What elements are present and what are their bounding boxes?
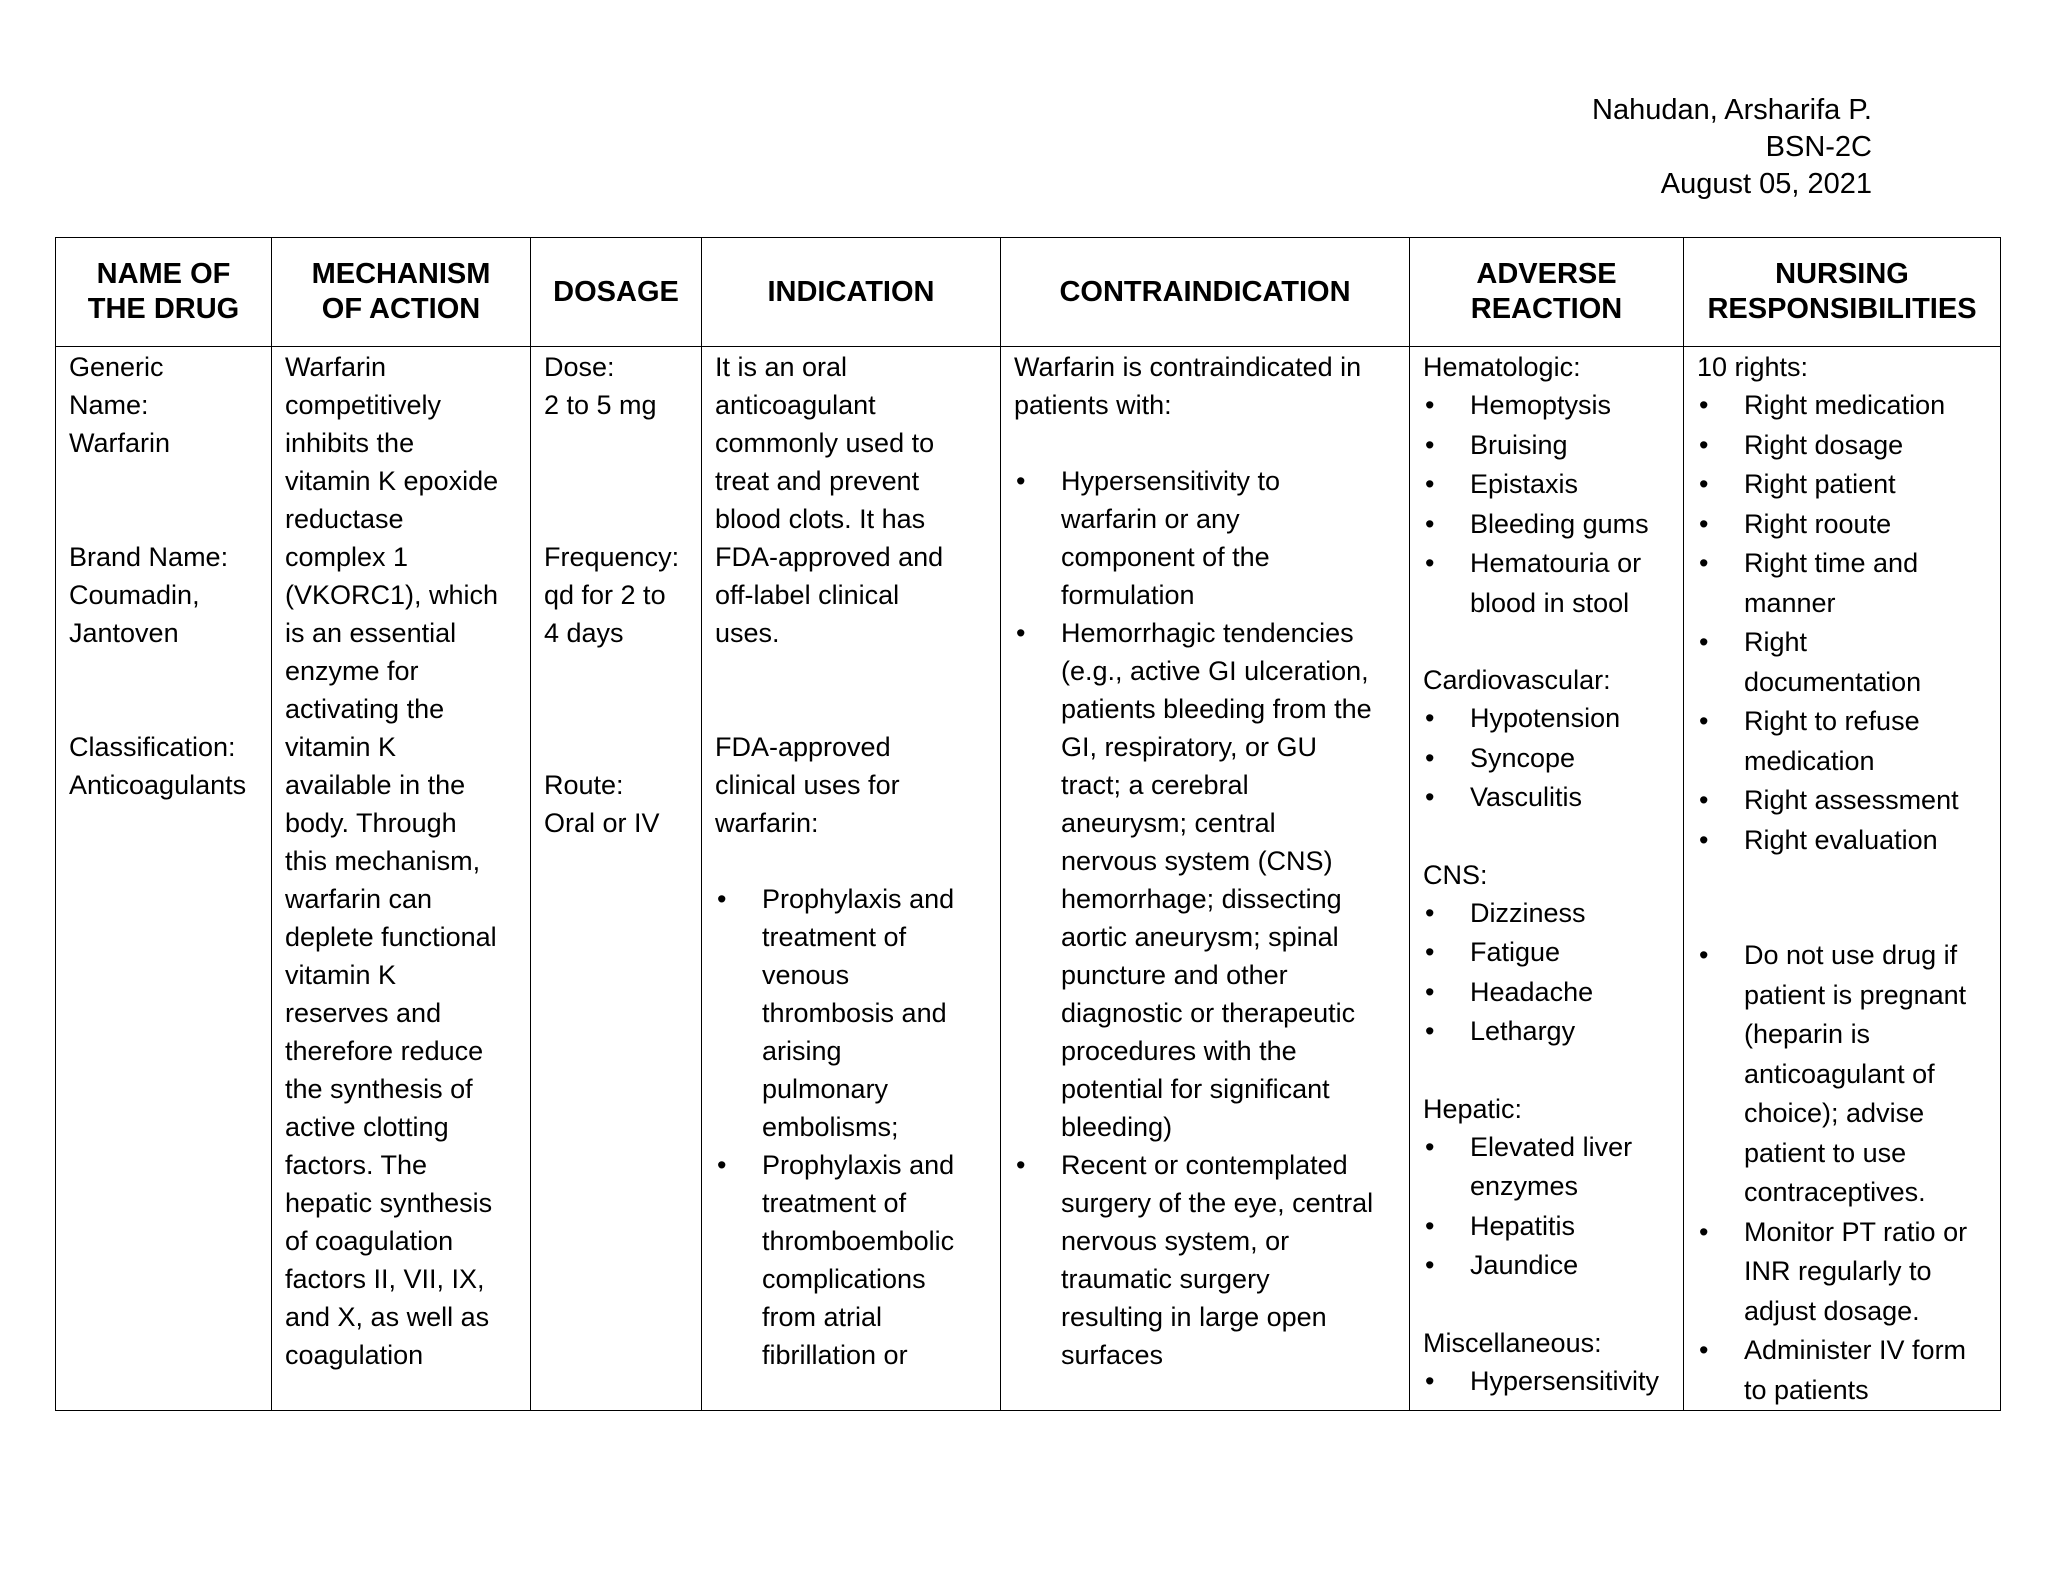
adverse-misc-list [1423, 1362, 1673, 1402]
contraindication-list [1014, 462, 1399, 1374]
list-item: • Hemoptysis [1423, 386, 1673, 426]
list-item: • Hepatitis [1423, 1207, 1673, 1247]
list-item: • Fatigue [1423, 933, 1673, 973]
indication-intro: It is an oral anticoagulant commonly used to treat and prevent blood clots. It has FDA-approved and off-label clinical uses. [715, 352, 944, 648]
indication-uses-list [715, 880, 990, 1374]
header-dosage: DOSAGE [531, 238, 702, 347]
adverse-cns-list [1423, 894, 1673, 1052]
classification: Classification: Anticoagulants [69, 732, 247, 800]
cell-adverse-reaction [1410, 347, 1684, 1411]
adverse-hepatic-list [1423, 1128, 1673, 1286]
adverse-cns-heading: CNS: [1423, 859, 1488, 890]
list-item: • Right evaluation [1697, 821, 1990, 861]
generic-name: Generic Name: Warfarin [69, 352, 171, 458]
header-contraindication: CONTRAINDICATION [1001, 238, 1410, 347]
drug-study-table [55, 237, 2001, 1411]
cell-contraindication [1001, 347, 1410, 1411]
list-item: • Hematouria or blood in stool [1423, 544, 1673, 623]
list-item: • Prophylaxis and treatment of thromboembolic complications from atrial fibrillation or [715, 1146, 990, 1374]
dosage-dose: Dose: 2 to 5 mg [544, 352, 657, 420]
nursing-rights-list [1697, 386, 1990, 860]
list-item: • Headache [1423, 973, 1673, 1013]
list-item: • Right to refuse medication [1697, 702, 1990, 781]
list-item: • Bleeding gums [1423, 505, 1673, 545]
list-item: • Do not use drug if patient is pregnant (heparin is anticoagulant of choice); advise patient to use contraceptives. [1697, 936, 1990, 1213]
list-item: • Lethargy [1423, 1012, 1673, 1052]
student-section: BSN-2C [1765, 131, 1872, 163]
list-item: • Right time and manner [1697, 544, 1990, 623]
cell-indication [702, 347, 1001, 1411]
nursing-other-list [1697, 936, 1990, 1410]
header-drug-name: NAME OF THE DRUG [56, 238, 272, 347]
document-date: August 05, 2021 [1660, 168, 1872, 200]
cell-mechanism [272, 347, 531, 1411]
cell-drug-name [56, 347, 272, 1411]
list-item: • Administer IV form to patients [1697, 1331, 1990, 1410]
list-item: • Vasculitis [1423, 778, 1673, 818]
list-item: • Epistaxis [1423, 465, 1673, 505]
mechanism-text: Warfarin competitively inhibits the vitamin K epoxide reductase complex 1 (VKORC1), which is an essential enzyme for activating the vitamin K available in the body. Through this mechanism, warfarin can deplete functional vitamin K reserves and therefore reduce the synthesis of active clotting factors. The hepatic synthesis of coagulation factors II, VII, IX, and X, as well as coagulation [285, 352, 499, 1370]
list-item: • Right rooute [1697, 505, 1990, 545]
list-item: • Hemorrhagic tendencies (e.g., active GI ulceration, patients bleeding from the GI, respiratory, or GU tract; a cerebral aneurysm; central nervous system (CNS) hemorrhage; dissecting aortic aneurysm; spinal puncture and other diagnostic or therapeutic procedures with the potential for significant bleeding) [1014, 614, 1399, 1146]
list-item: • Bruising [1423, 426, 1673, 466]
table-header-row [56, 238, 2001, 347]
table-row [56, 347, 2001, 1411]
cell-dosage [531, 347, 702, 1411]
adverse-hematologic-heading: Hematologic: [1423, 352, 1581, 382]
list-item: • Right documentation [1697, 623, 1990, 702]
list-item: • Right assessment [1697, 781, 1990, 821]
dosage-route: Route: Oral or IV [544, 770, 660, 838]
adverse-hepatic-heading: Hepatic: [1423, 1093, 1523, 1124]
list-item: • Prophylaxis and treatment of venous thrombosis and arising pulmonary embolisms; [715, 880, 990, 1146]
header-mechanism: MECHANISM OF ACTION [272, 238, 531, 347]
header-indication: INDICATION [702, 238, 1001, 347]
list-item: • Jaundice [1423, 1246, 1673, 1286]
dosage-frequency: Frequency: qd for 2 to 4 days [544, 542, 680, 648]
contraindication-intro: Warfarin is contraindicated in patients with: [1014, 352, 1362, 420]
indication-uses-heading: FDA-approved clinical uses for warfarin: [715, 732, 900, 838]
adverse-misc-heading: Miscellaneous: [1423, 1327, 1602, 1358]
list-item: • Dizziness [1423, 894, 1673, 934]
list-item: • Hypersensitivity [1423, 1362, 1673, 1402]
list-item: • Right dosage [1697, 426, 1990, 466]
nursing-rights-heading: 10 rights: [1697, 352, 1809, 382]
list-item: • Right medication [1697, 386, 1990, 426]
list-item: • Recent or contemplated surgery of the eye, central nervous system, or traumatic surgery resulting in large open surfaces [1014, 1146, 1399, 1374]
header-nursing-responsibilities: NURSING RESPONSIBILITIES [1684, 238, 2001, 347]
header-adverse-reaction: ADVERSE REACTION [1410, 238, 1684, 347]
brand-name: Brand Name: Coumadin, Jantoven [69, 542, 229, 648]
list-item: • Monitor PT ratio or INR regularly to adjust dosage. [1697, 1213, 1990, 1332]
list-item: • Hypersensitivity to warfarin or any component of the formulation [1014, 462, 1399, 614]
list-item: • Syncope [1423, 739, 1673, 779]
student-info [1592, 92, 1872, 203]
adverse-cardiovascular-heading: Cardiovascular: [1423, 665, 1611, 695]
adverse-cardiovascular-list [1423, 699, 1673, 818]
cell-nursing-responsibilities [1684, 347, 2001, 1411]
list-item: • Right patient [1697, 465, 1990, 505]
student-name: Nahudan, Arsharifa P. [1592, 94, 1872, 126]
list-item: • Elevated liver enzymes [1423, 1128, 1673, 1207]
adverse-hematologic-list [1423, 386, 1673, 623]
list-item: • Hypotension [1423, 699, 1673, 739]
